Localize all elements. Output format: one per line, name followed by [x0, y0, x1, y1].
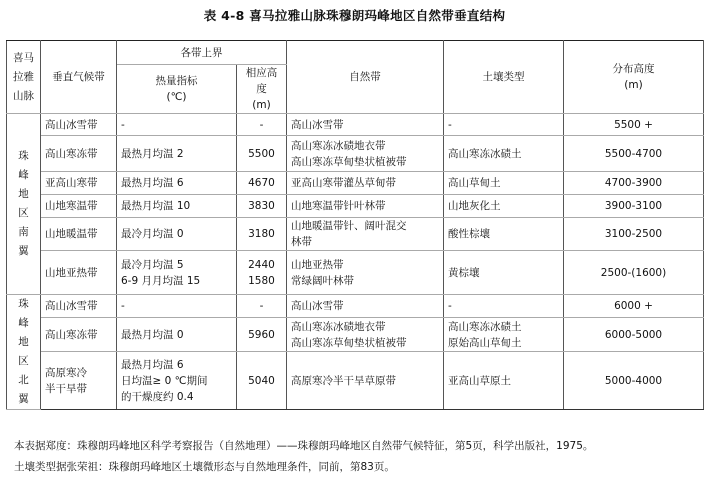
header-distribution — [564, 41, 704, 114]
height-cell: 4670 — [237, 172, 287, 195]
header-heat-label: 热量指标 — [155, 75, 198, 87]
header-region — [7, 41, 41, 114]
height-cell: - — [237, 295, 287, 318]
height-cell: 3180 — [237, 218, 287, 251]
table-title: 表 4-8 喜马拉雅山脉珠穆朗玛峰地区自然带垂直结构 — [203, 8, 506, 23]
natural-zone-cell: 高山冰雪带 — [287, 114, 444, 136]
header-distribution-unit: (m) — [624, 79, 643, 91]
height-cell: 5960 — [237, 317, 287, 352]
distribution-cell: 3100-2500 — [564, 218, 704, 251]
vertical-structure-table — [6, 40, 704, 410]
heat-index-cell: 最热月均温 2 — [117, 136, 237, 172]
natural-zone-cell: 亚高山寒带灌丛草甸带 — [287, 172, 444, 195]
heat-index-cell: 最热月均温 6 日均温≥ 0 ℃期间 的干燥度约 0.4 — [117, 352, 237, 410]
header-height-label: 相应高度 — [245, 67, 278, 95]
table-row — [7, 295, 704, 318]
region-north-wing: 珠 峰 地 区 北 翼 — [7, 295, 41, 410]
zone-cell: 山地亚热带 — [41, 251, 117, 295]
zone-cell: 高山寒冻带 — [41, 317, 117, 352]
soil-type-cell: - — [444, 114, 564, 136]
header-zone: 垂直气候带 — [41, 41, 117, 114]
distribution-cell: 6000 + — [564, 295, 704, 318]
heat-index-cell: - — [117, 114, 237, 136]
natural-zone-cell: 山地寒温带针叶林带 — [287, 195, 444, 218]
height-cell: 5040 — [237, 352, 287, 410]
soil-type-cell: - — [444, 295, 564, 318]
header-heat-unit: (℃) — [166, 91, 187, 103]
zone-cell: 高原寒冷 半干旱带 — [41, 352, 117, 410]
header-height-unit: (m) — [252, 99, 271, 111]
soil-type-cell: 酸性棕壤 — [444, 218, 564, 251]
header-soil: 土壤类型 — [444, 41, 564, 114]
height-cell: 5500 — [237, 136, 287, 172]
heat-index-cell: 最热月均温 10 — [117, 195, 237, 218]
soil-type-cell: 高山草甸土 — [444, 172, 564, 195]
distribution-cell: 4700-3900 — [564, 172, 704, 195]
region-south-wing: 珠 峰 地 区 南 翼 — [7, 114, 41, 295]
natural-zone-cell: 山地亚热带 常绿阔叶林带 — [287, 251, 444, 295]
soil-type-cell: 高山寒冻冰碛土 — [444, 136, 564, 172]
table-row — [7, 114, 704, 136]
height-cell: 2440 1580 — [237, 251, 287, 295]
table-row — [7, 352, 704, 410]
table-row — [7, 251, 704, 295]
distribution-cell: 2500-(1600) — [564, 251, 704, 295]
header-height — [237, 65, 287, 114]
table-row — [7, 136, 704, 172]
heat-index-cell: 最热月均温 6 — [117, 172, 237, 195]
distribution-cell: 6000-5000 — [564, 317, 704, 352]
header-heat — [117, 65, 237, 114]
heat-index-cell: - — [117, 295, 237, 318]
zone-cell: 高山冰雪带 — [41, 295, 117, 318]
zone-cell: 亚高山寒带 — [41, 172, 117, 195]
heat-index-cell: 最热月均温 0 — [117, 317, 237, 352]
height-cell: 3830 — [237, 195, 287, 218]
height-cell: - — [237, 114, 287, 136]
distribution-cell: 5500 + — [564, 114, 704, 136]
zone-cell: 山地暖温带 — [41, 218, 117, 251]
table-row — [7, 317, 704, 352]
natural-zone-cell: 高山寒冻冰碛地衣带 高山寒冻草甸垫状植被带 — [287, 136, 444, 172]
header-row-1 — [7, 41, 704, 65]
zone-cell: 高山寒冻带 — [41, 136, 117, 172]
natural-zone-cell: 高山寒冻冰碛地衣带 高山寒冻草甸垫状植被带 — [287, 317, 444, 352]
footer-source-2: 土壤类型据张荣祖：珠穆朗玛峰地区土壤微形态与自然地理条件，同前，第83页。 — [14, 461, 395, 473]
heat-index-cell: 最冷月均温 5 6-9 月月均温 15 — [117, 251, 237, 295]
header-region-text: 喜马 拉雅 山脉 — [13, 51, 34, 102]
zone-cell: 山地寒温带 — [41, 195, 117, 218]
zone-cell: 高山冰雪带 — [41, 114, 117, 136]
soil-type-cell: 高山寒冻冰碛土 原始高山草甸土 — [444, 317, 564, 352]
soil-type-cell: 山地灰化土 — [444, 195, 564, 218]
footer-source-1: 本表据郑度：珠穆朗玛峰地区科学考察报告（自然地理）——珠穆朗玛峰地区自然带气候特征，第5页，科学出版社，1975。 — [14, 440, 594, 452]
header-upper-limit: 各带上界 — [117, 41, 287, 65]
table-row — [7, 195, 704, 218]
soil-type-cell: 黄棕壤 — [444, 251, 564, 295]
soil-type-cell: 亚高山草原土 — [444, 352, 564, 410]
distribution-cell: 3900-3100 — [564, 195, 704, 218]
header-distribution-label: 分布高度 — [612, 63, 655, 75]
distribution-cell: 5500-4700 — [564, 136, 704, 172]
heat-index-cell: 最冷月均温 0 — [117, 218, 237, 251]
natural-zone-cell: 高山冰雪带 — [287, 295, 444, 318]
table-row — [7, 172, 704, 195]
natural-zone-cell: 高原寒冷半干旱草原带 — [287, 352, 444, 410]
table-row — [7, 218, 704, 251]
natural-zone-cell: 山地暖温带针、阔叶混交 林带 — [287, 218, 444, 251]
distribution-cell: 5000-4000 — [564, 352, 704, 410]
header-natural: 自然带 — [287, 41, 444, 114]
